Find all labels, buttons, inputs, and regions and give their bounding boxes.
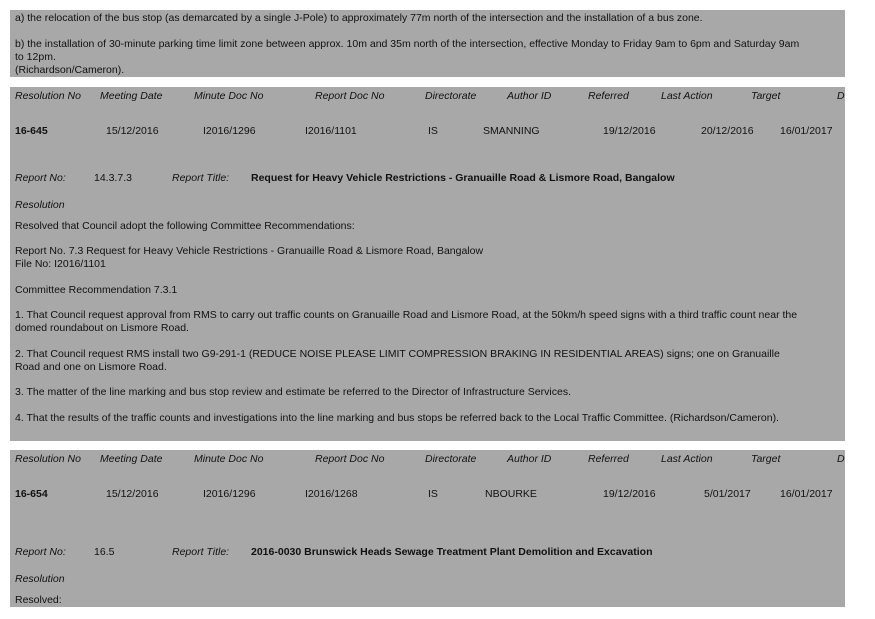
cell-meeting-date: 15/12/2016 <box>106 125 159 137</box>
cell-referred: 19/12/2016 <box>603 125 656 137</box>
header-directorate: Directorate <box>425 453 477 465</box>
report-title-value: Request for Heavy Vehicle Restrictions - Granuaille Road & Lismore Road, Bangalow <box>251 172 675 184</box>
recommendation-item-1-line1: 1. That Council request approval from RMS to carry out traffic counts on Granuaille Road and Lismore Road, at the 50km/h speed signs with a third traffic count near the <box>15 309 798 321</box>
header-meeting-date: Meeting Date <box>100 453 163 465</box>
resolution-label: Resolution <box>15 573 65 585</box>
cell-target: 16/01/2017 <box>780 125 833 137</box>
report-title-label: Report Title: <box>172 546 230 558</box>
cell-report-doc-no: I2016/1268 <box>305 488 358 500</box>
cell-report-doc-no: I2016/1101 <box>305 125 357 137</box>
recommendation-item-1-line2: domed roundabout on Lismore Road. <box>15 322 189 334</box>
recommendation-item-2-line1: 2. That Council request RMS install two G9-291-1 (REDUCE NOISE PLEASE LIMIT COMPRESSION BRAKING IN RESIDENTIAL AREAS) signs; one on Granuaille <box>15 348 780 360</box>
intro-item-b-line1: b) the installation of 30-minute parking time limit zone between approx. 10m and 35m north of the intersection, effective Monday to Friday 9am to 6pm and Saturday 9am <box>15 38 800 50</box>
report-no-value: 16.5 <box>94 546 115 558</box>
recommendation-file-no: File No: I2016/1101 <box>15 258 106 270</box>
header-minute-doc-no: Minute Doc No <box>194 90 264 102</box>
header-report-doc-no: Report Doc No <box>315 453 385 465</box>
header-d: D <box>837 453 845 465</box>
cell-minute-doc-no: I2016/1296 <box>203 125 256 137</box>
cell-meeting-date: 15/12/2016 <box>106 488 159 500</box>
cell-author-id: NBOURKE <box>485 488 537 500</box>
header-referred: Referred <box>588 453 629 465</box>
cell-resolution-no: 16-654 <box>15 488 48 500</box>
recommendation-item-4: 4. That the results of the traffic counts and investigations into the line marking and bus stops be referred back to the Local Traffic Committee. (Richardson/Cameron). <box>15 412 779 424</box>
resolution-text: Resolved that Council adopt the following Committee Recommendations: <box>15 220 355 232</box>
report-no-label: Report No: <box>15 546 66 558</box>
cell-directorate: IS <box>428 125 438 137</box>
header-target: Target <box>751 453 781 465</box>
report-title-label: Report Title: <box>172 172 230 184</box>
header-referred: Referred <box>588 90 629 102</box>
cell-directorate: IS <box>428 488 438 500</box>
cell-resolution-no: 16-645 <box>15 125 48 137</box>
cell-last-action: 20/12/2016 <box>701 125 754 137</box>
recommendation-item-2-line2: Road and one on Lismore Road. <box>15 361 167 373</box>
header-minute-doc-no: Minute Doc No <box>194 453 264 465</box>
header-d: D <box>837 90 845 102</box>
header-target: Target <box>751 90 781 102</box>
recommendation-heading: Committee Recommendation 7.3.1 <box>15 284 178 296</box>
cell-last-action: 5/01/2017 <box>704 488 751 500</box>
header-author-id: Author ID <box>507 453 552 465</box>
header-last-action: Last Action <box>661 90 713 102</box>
intro-movers: (Richardson/Cameron). <box>15 64 125 76</box>
header-directorate: Directorate <box>425 90 477 102</box>
record-band-2 <box>10 450 845 607</box>
cell-target: 16/01/2017 <box>780 488 833 500</box>
header-resolution-no: Resolution No <box>15 90 81 102</box>
header-last-action: Last Action <box>661 453 713 465</box>
header-author-id: Author ID <box>507 90 552 102</box>
cell-minute-doc-no: I2016/1296 <box>203 488 256 500</box>
report-no-value: 14.3.7.3 <box>94 172 132 184</box>
recommendation-item-3: 3. The matter of the line marking and bus stop review and estimate be referred to the Director of Infrastructure Services. <box>15 386 571 398</box>
cell-referred: 19/12/2016 <box>603 488 656 500</box>
report-title-value: 2016-0030 Brunswick Heads Sewage Treatment Plant Demolition and Excavation <box>251 546 653 558</box>
report-no-label: Report No: <box>15 172 66 184</box>
resolution-label: Resolution <box>15 199 65 211</box>
header-report-doc-no: Report Doc No <box>315 90 385 102</box>
intro-item-b-line2: to 12pm. <box>15 51 56 63</box>
resolution-text: Resolved: <box>15 594 62 606</box>
recommendation-report-ref: Report No. 7.3 Request for Heavy Vehicle Restrictions - Granuaille Road & Lismore Road, Bangalow <box>15 245 484 257</box>
header-resolution-no: Resolution No <box>15 453 81 465</box>
header-meeting-date: Meeting Date <box>100 90 163 102</box>
intro-item-a: a) the relocation of the bus stop (as demarcated by a single J-Pole) to approximately 77m north of the intersection and the installation of a bus zone. <box>15 12 703 24</box>
cell-author-id: SMANNING <box>483 125 540 137</box>
